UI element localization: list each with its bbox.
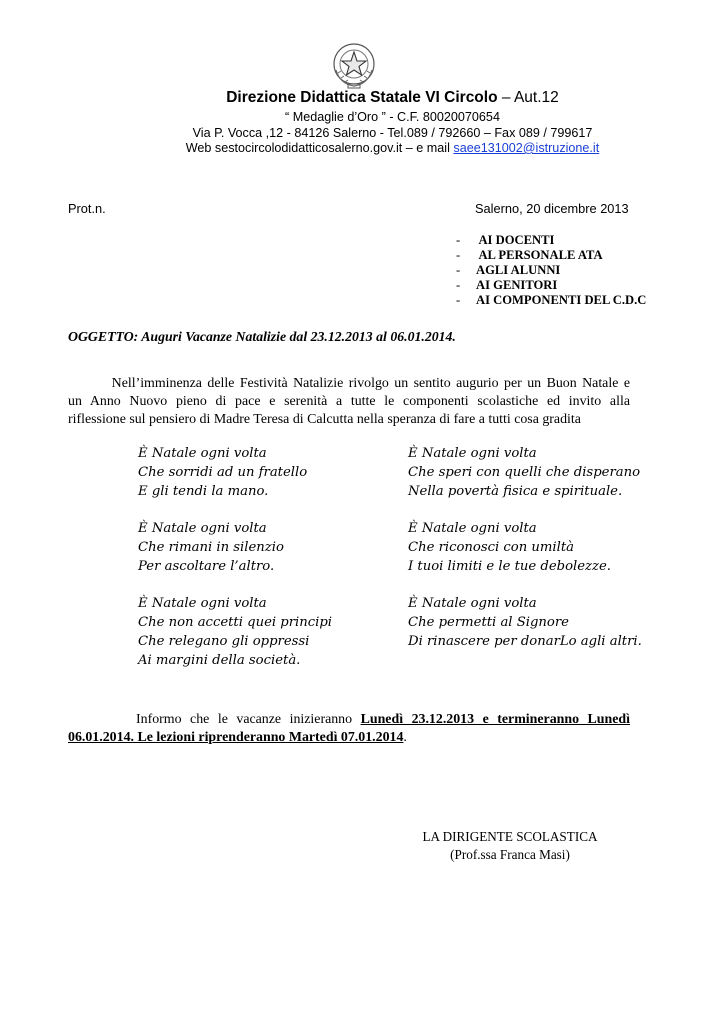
poem-verse: Per ascoltare l’altro. (138, 559, 275, 574)
poem-stanza (138, 594, 332, 670)
poem-verse: È Natale ogni volta (138, 521, 267, 536)
recipient-label: AI DOCENTI (476, 233, 555, 247)
signature-name: (Prof.ssa Franca Masi) (450, 847, 570, 862)
poem-verse: È Natale ogni volta (408, 596, 537, 611)
recipient-item (456, 233, 646, 248)
poem-verse: Che relegano gli oppressi (138, 634, 310, 649)
signature-block (400, 828, 620, 864)
recipient-label: AI COMPONENTI DEL C.D.C (476, 293, 647, 307)
poem-right-column (408, 444, 642, 669)
poem-verse: Che speri con quelli che disperano (408, 465, 641, 480)
list-dash: - (456, 248, 461, 262)
vacation-intro: Informo che le vacanze inizieranno (68, 712, 361, 727)
republic-emblem-icon (330, 40, 378, 90)
poem-verse: E gli tendi la mano. (138, 484, 269, 499)
poem-stanza (138, 519, 332, 576)
poem-verse: Che permetti al Signore (408, 615, 569, 630)
intro-line: un Anno Nuovo pieno di pace e serenità a tutte le componenti scolastiche ed invito alla (68, 394, 630, 409)
poem-verse: Che non accetti quei principi (138, 615, 333, 630)
signature-role: LA DIRIGENTE SCOLASTICA (422, 829, 598, 844)
list-dash: - (456, 263, 461, 277)
poem-verse: È Natale ogni volta (138, 446, 267, 461)
recipient-label: AI GENITORI (476, 278, 558, 292)
poem-verse: Nella povertà fisica e spirituale. (408, 484, 623, 499)
institution-title (0, 89, 725, 107)
poem-verse: I tuoi limiti e le tue debolezze. (408, 559, 611, 574)
header-address-line: Via P. Vocca ,12 - 84126 Salerno - Tel.089 / 792660 – Fax 089 / 799617 (192, 126, 593, 140)
header-contact-line (0, 141, 725, 155)
poem-verse: È Natale ogni volta (408, 521, 537, 536)
recipient-label: AGLI ALUNNI (476, 263, 561, 277)
vacation-paragraph (68, 711, 630, 747)
vacation-dates-end: 06.01.2014. Le lezioni riprenderanno Martedì 07.01.2014 (68, 730, 404, 745)
poem-stanza (408, 519, 642, 576)
poem-verse: Che rimani in silenzio (138, 540, 284, 555)
recipient-item (456, 293, 646, 308)
poem-verse: È Natale ogni volta (138, 596, 267, 611)
header-web-text: Web sestocircolodidatticosalerno.gov.it – e mail (185, 141, 454, 155)
recipient-item (456, 278, 646, 293)
institution-code: – Aut.12 (497, 89, 559, 106)
institution-name: Direzione Didattica Statale VI Circolo (226, 89, 498, 106)
poem-left-column (138, 444, 332, 688)
email-link[interactable]: saee131002@istruzione.it (453, 141, 600, 155)
poem-verse: Che sorridi ad un fratello (138, 465, 308, 480)
poem-stanza (138, 444, 332, 501)
list-dash: - (456, 278, 461, 292)
protocol-number: Prot.n. (68, 201, 106, 216)
header-medaglie-line: “ Medaglie d’Oro ” - C.F. 80020070654 (285, 110, 500, 124)
poem-verse: Di rinascere per donarLo agli altri. (408, 634, 642, 649)
vacation-line (68, 729, 630, 747)
document-date: Salerno, 20 dicembre 2013 (475, 201, 629, 216)
intro-paragraph (68, 375, 630, 429)
poem-stanza (408, 444, 642, 501)
poem-verse: È Natale ogni volta (408, 446, 537, 461)
poem-verse: Ai margini della società. (138, 653, 301, 668)
intro-line: Nell’imminenza delle Festività Natalizie rivolgo un sentito augurio per un Buon Natale e (68, 376, 630, 391)
recipient-item (456, 248, 646, 263)
vacation-line (68, 711, 630, 729)
vacation-dates-start: Lunedì 23.12.2013 e termineranno Lunedì (360, 712, 631, 727)
poem-stanza (408, 594, 642, 651)
recipient-label: AL PERSONALE ATA (476, 248, 603, 262)
vacation-period: . (403, 730, 407, 745)
recipients-list (456, 233, 646, 308)
subject-line: OGGETTO: Auguri Vacanze Natalizie dal 23.12.2013 al 06.01.2014. (68, 329, 456, 344)
list-dash: - (456, 233, 461, 247)
recipient-item (456, 263, 646, 278)
list-dash: - (456, 293, 461, 307)
poem-verse: Che riconosci con umiltà (408, 540, 575, 555)
intro-line: riflessione sul pensiero di Madre Teresa di Calcutta nella speranza di fare a tutti cosa gradita (68, 412, 581, 427)
